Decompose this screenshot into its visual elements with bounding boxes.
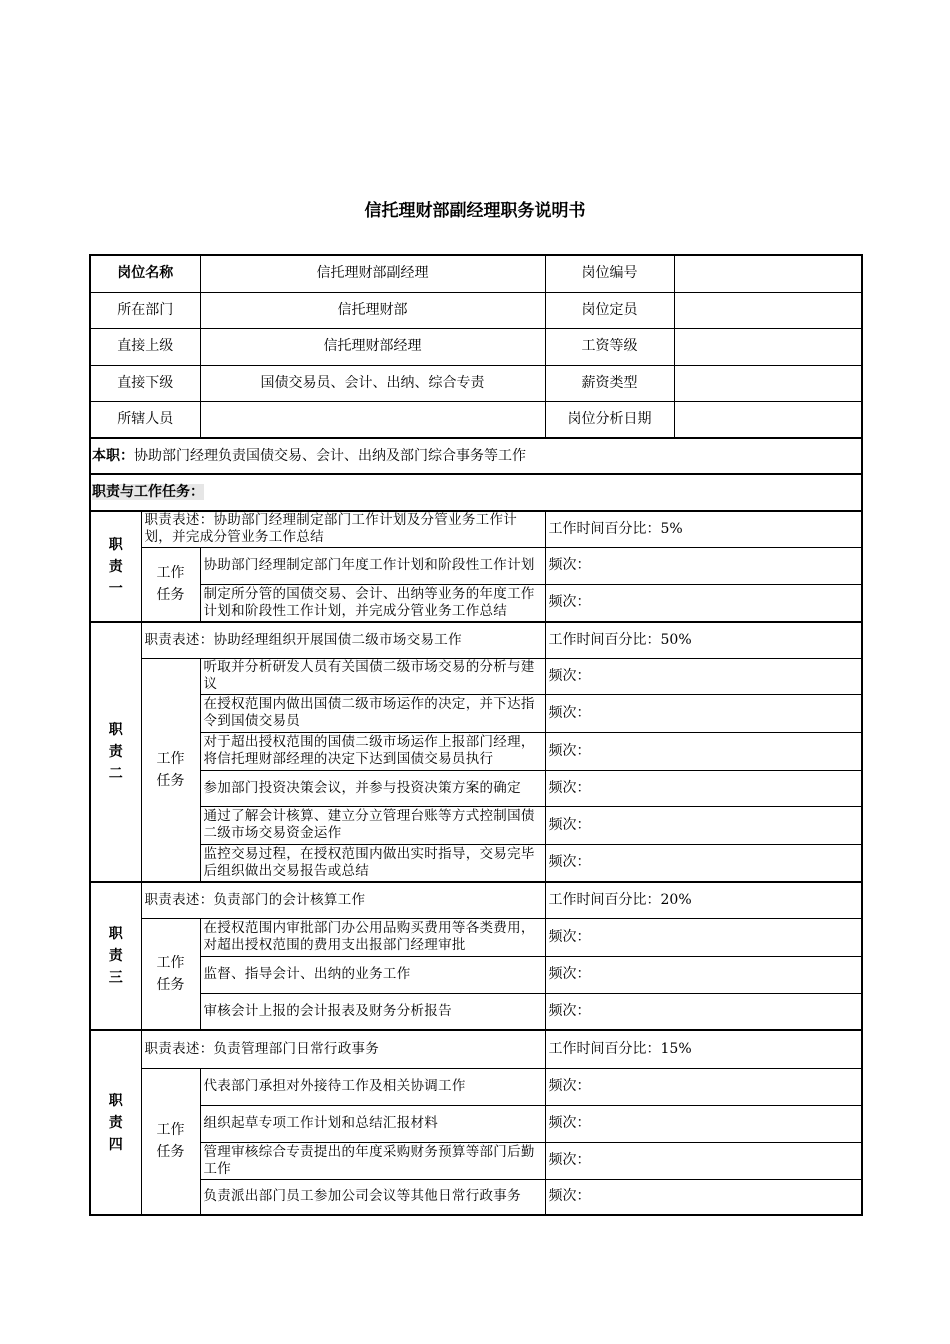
frequency-label: 频次： [545, 1068, 862, 1105]
info-label: 岗位名称 [90, 255, 200, 292]
task-text: 负责派出部门员工参加公司会议等其他日常行政事务 [200, 1179, 545, 1215]
task-row [90, 1105, 862, 1142]
work-time-percentage: 工作时间百分比：50% [545, 622, 862, 658]
task-text: 协助部门经理制定部门年度工作计划和阶段性工作计划 [200, 547, 545, 584]
duty-desc-row [90, 622, 862, 658]
task-row [90, 956, 862, 993]
info-label: 直接上级 [90, 328, 200, 365]
frequency-label: 频次： [545, 658, 862, 694]
info-value [674, 328, 862, 365]
task-row [90, 584, 862, 622]
task-text: 监控交易过程，在授权范围内做出实时指导，交易完毕后组织做出交易报告或总结 [200, 844, 545, 882]
info-row [90, 255, 862, 292]
info-label: 工资等级 [545, 328, 674, 365]
info-label: 岗位分析日期 [545, 401, 674, 438]
info-row [90, 365, 862, 401]
task-row [90, 918, 862, 956]
duty-label: 职 责 一 [90, 511, 141, 622]
frequency-label: 频次： [545, 694, 862, 732]
frequency-label: 频次： [545, 770, 862, 806]
info-value [200, 401, 545, 438]
task-row [90, 694, 862, 732]
task-text: 代表部门承担对外接待工作及相关协调工作 [200, 1068, 545, 1105]
info-value [674, 292, 862, 328]
info-row [90, 401, 862, 438]
frequency-label: 频次： [545, 956, 862, 993]
info-label: 所在部门 [90, 292, 200, 328]
job-description-table [89, 254, 863, 1216]
duty-description: 职责表述：协助部门经理制定部门工作计划及分管业务工作计划，并完成分管业务工作总结 [141, 511, 545, 547]
work-time-percentage: 工作时间百分比：5% [545, 511, 862, 547]
task-text: 在授权范围内审批部门办公用品购买费用等各类费用，对超出授权范围的费用支出报部门经理审批 [200, 918, 545, 956]
info-label: 薪资类型 [545, 365, 674, 401]
info-label: 岗位定员 [545, 292, 674, 328]
frequency-label: 频次： [545, 993, 862, 1030]
task-row [90, 1142, 862, 1179]
info-row [90, 328, 862, 365]
duty-label: 职 责 四 [90, 1030, 141, 1215]
duty-label: 职 责 二 [90, 622, 141, 882]
document-title: 信托理财部副经理职务说明书 [364, 201, 586, 221]
info-value [674, 255, 862, 292]
task-row [90, 993, 862, 1030]
task-text: 组织起草专项工作计划和总结汇报材料 [200, 1105, 545, 1142]
duty-description: 职责表述：负责管理部门日常行政事务 [141, 1030, 545, 1068]
frequency-label: 频次： [545, 918, 862, 956]
benzhi-text: 协助部门经理负责国债交易、会计、出纳及部门综合事务等工作 [134, 447, 526, 464]
frequency-label: 频次： [545, 1105, 862, 1142]
info-value [674, 365, 862, 401]
info-value [674, 401, 862, 438]
section-title: 职责与工作任务： [92, 484, 204, 500]
task-text: 对于超出授权范围的国债二级市场运作上报部门经理，将信托理财部经理的决定下达到国债交易员执行 [200, 732, 545, 770]
work-tasks-label: 工作 任务 [141, 918, 200, 1030]
work-tasks-label: 工作 任务 [141, 547, 200, 622]
frequency-label: 频次： [545, 844, 862, 882]
work-time-percentage: 工作时间百分比：15% [545, 1030, 862, 1068]
duty-description: 职责表述：负责部门的会计核算工作 [141, 882, 545, 918]
task-row [90, 770, 862, 806]
frequency-label: 频次： [545, 1142, 862, 1179]
frequency-label: 频次： [545, 806, 862, 844]
task-row [90, 658, 862, 694]
work-tasks-label: 工作 任务 [141, 658, 200, 882]
info-label: 直接下级 [90, 365, 200, 401]
task-row [90, 1068, 862, 1105]
task-text: 审核会计上报的会计报表及财务分析报告 [200, 993, 545, 1030]
task-row [90, 732, 862, 770]
info-row [90, 292, 862, 328]
info-value: 信托理财部经理 [200, 328, 545, 365]
duty-desc-row [90, 511, 862, 547]
duty-description: 职责表述：协助经理组织开展国债二级市场交易工作 [141, 622, 545, 658]
info-value: 信托理财部 [200, 292, 545, 328]
duty-label: 职 责 三 [90, 882, 141, 1030]
task-text: 监督、指导会计、出纳的业务工作 [200, 956, 545, 993]
task-text: 听取并分析研发人员有关国债二级市场交易的分析与建议 [200, 658, 545, 694]
work-time-percentage: 工作时间百分比：20% [545, 882, 862, 918]
section-title-row [90, 474, 862, 511]
task-text: 参加部门投资决策会议，并参与投资决策方案的确定 [200, 770, 545, 806]
frequency-label: 频次： [545, 547, 862, 584]
duty-desc-row [90, 1030, 862, 1068]
duties-body [90, 511, 862, 1215]
frequency-label: 频次： [545, 584, 862, 622]
info-label: 所辖人员 [90, 401, 200, 438]
info-value: 信托理财部副经理 [200, 255, 545, 292]
info-value: 国债交易员、会计、出纳、综合专责 [200, 365, 545, 401]
task-row [90, 1179, 862, 1215]
benzhi-row [90, 438, 862, 474]
task-text: 在授权范围内做出国债二级市场运作的决定，并下达指令到国债交易员 [200, 694, 545, 732]
frequency-label: 频次： [545, 732, 862, 770]
task-text: 通过了解会计核算、建立分立管理台账等方式控制国债二级市场交易资金运作 [200, 806, 545, 844]
task-row [90, 806, 862, 844]
benzhi-label: 本职： [92, 447, 134, 464]
task-text: 制定所分管的国债交易、会计、出纳等业务的年度工作计划和阶段性工作计划，并完成分管业务工作总结 [200, 584, 545, 622]
info-label: 岗位编号 [545, 255, 674, 292]
work-tasks-label: 工作 任务 [141, 1068, 200, 1215]
task-text: 管理审核综合专责提出的年度采购财务预算等部门后勤工作 [200, 1142, 545, 1179]
task-row [90, 547, 862, 584]
duty-desc-row [90, 882, 862, 918]
frequency-label: 频次： [545, 1179, 862, 1215]
task-row [90, 844, 862, 882]
